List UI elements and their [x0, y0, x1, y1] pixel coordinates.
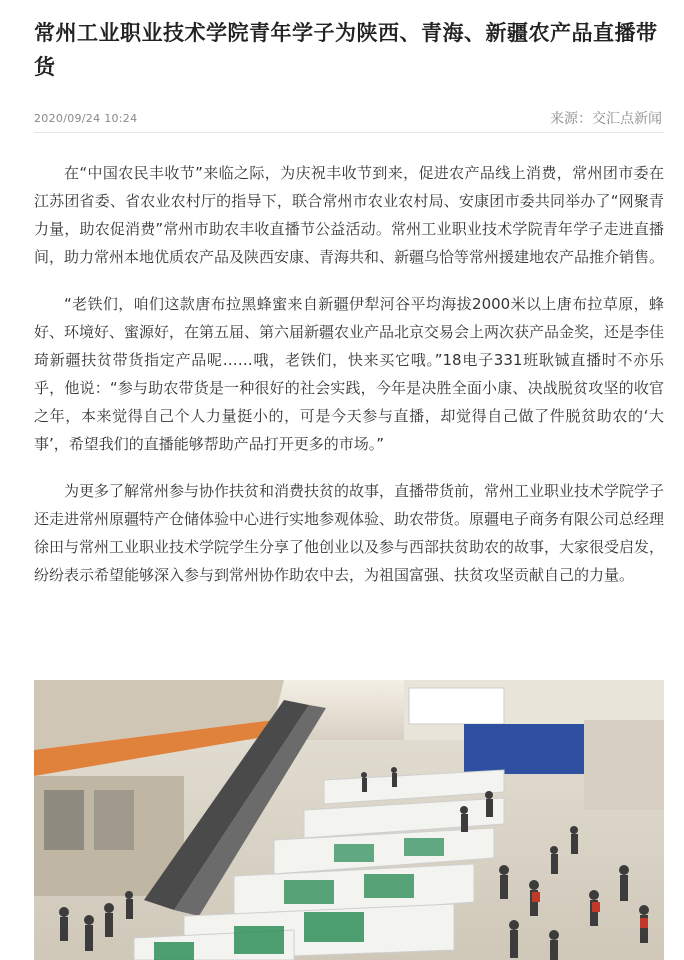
overhead-banner: [409, 688, 504, 724]
article-meta: [34, 106, 664, 133]
paragraph-3: 为更多了解常州参与协作扶贫和消费扶贫的故事，直播带货前，常州工业职业技术学院学子还走进常州原疆特产仓储体验中心进行实地参观体验、助农带货。原疆电子商务有限公司总经理徐田与常州工业职业技术学院学生分享了他创业以及参与西部扶贫助农的故事，大家很受启发，纷纷表示希望能够深入参与到常州协作助农中去，为祖国富强、扶贫攻坚贡献自己的力量。: [34, 482, 665, 584]
publish-date: 2020/09/24 10:24: [34, 112, 138, 125]
article-source: 来源：交汇点新闻: [550, 111, 662, 127]
paragraph-2: “老铁们，咱们这款唐布拉黑蜂蜜来自新疆伊犁河谷平均海拔2000米以上唐布拉草原，蜂好、环境好、蜜源好，在第五届、第六届新疆农业产品北京交易会上两次获产品金奖，还是李佳琦新疆扶贫带货指定产品呢……哦，老铁们，快来买它哦。”18电子331班耿铖直播时不亦乐乎，他说：“参与助农带货是一种很好的社会实践，今年是决胜全面小康、决战脱贫攻坚的收官之年，本来觉得自己个人力量挺小的，可是今天参与直播，却觉得自己做了件脱贫助农的‘大事’，希望我们的直播能够帮助产品打开更多的市场。”: [34, 295, 665, 453]
article-title: 常州工业职业技术学院青年学子为陕西、青海、新疆农产品直播带货: [34, 21, 658, 79]
paragraph-1: 在“中国农民丰收节”来临之际，为庆祝丰收节到来，促进农产品线上消费，常州团市委在江苏团省委、省农业农村厅的指导下，联合常州市农业农村局、安康团市委共同举办了“网聚青力量，助农促消费”常州市助农丰收直播节公益活动。常州工业职业技术学院青年学子走进直播间，助力常州本地优质农产品及陕西安康、青海共和、新疆乌恰等常州援建地农产品推介销售。: [34, 164, 665, 266]
article-body: [34, 159, 664, 589]
article: [34, 0, 664, 608]
mall-event-photo: [34, 680, 664, 960]
article-photo: [34, 680, 664, 960]
blue-backdrop: [464, 724, 584, 774]
